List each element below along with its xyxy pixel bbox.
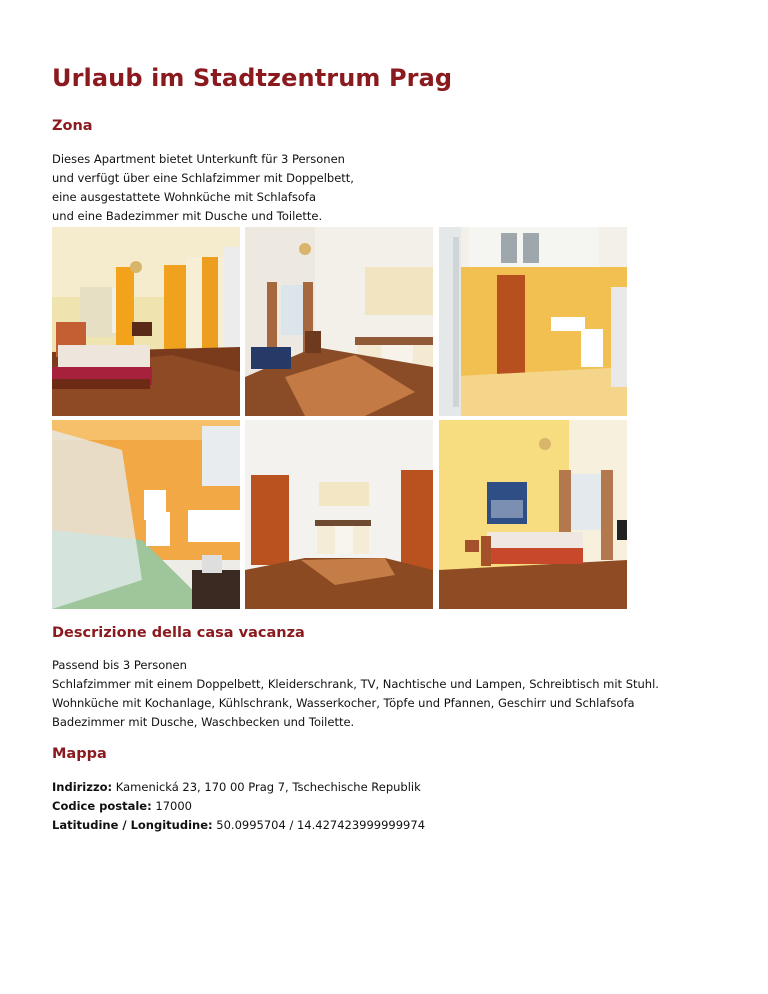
descrizione-text	[52, 656, 659, 732]
address-label: Indirizzo:	[52, 780, 113, 794]
zona-line: und verfügt über eine Schlafzimmer mit Doppelbett,	[52, 171, 354, 185]
postal-code-value: 17000	[155, 799, 192, 813]
postal-code-row	[52, 797, 425, 816]
mappa-heading: Mappa	[52, 746, 107, 762]
coordinates-label: Latitudine / Longitudine:	[52, 818, 213, 832]
descrizione-heading: Descrizione della casa vacanza	[52, 625, 305, 641]
shower-photo[interactable]	[52, 420, 240, 609]
kitchen-living-photo[interactable]	[245, 227, 433, 416]
descrizione-line: Passend bis 3 Personen	[52, 658, 187, 672]
postal-code-label: Codice postale:	[52, 799, 152, 813]
descrizione-line: Badezimmer mit Dusche, Waschbecken und Toilette.	[52, 715, 355, 729]
descrizione-line: Wohnküche mit Kochanlage, Kühlschrank, Wasserkocher, Töpfe und Pfannen, Geschirr und Schlafsofa	[52, 696, 635, 710]
zona-line: und eine Badezimmer mit Dusche und Toilette.	[52, 209, 323, 223]
address-row	[52, 778, 425, 797]
photo-gallery	[52, 227, 627, 609]
bedroom-photo[interactable]	[52, 227, 240, 416]
coordinates-row	[52, 816, 425, 835]
kitchenette-photo[interactable]	[245, 420, 433, 609]
coordinates-value: 50.0995704 / 14.427423999999974	[216, 818, 426, 832]
zona-heading: Zona	[52, 118, 93, 134]
page-title: Urlaub im Stadtzentrum Prag	[52, 64, 453, 92]
descrizione-line: Schlafzimmer mit einem Doppelbett, Kleiderschrank, TV, Nachtische und Lampen, Schreibtisch mit Stuhl.	[52, 677, 659, 691]
mappa-details	[52, 778, 425, 835]
bathroom-photo[interactable]	[439, 227, 627, 416]
bedroom-photo-2[interactable]	[439, 420, 627, 609]
zona-line: Dieses Apartment bietet Unterkunft für 3 Personen	[52, 152, 345, 166]
zona-line: eine ausgestattete Wohnküche mit Schlafsofa	[52, 190, 317, 204]
zona-description	[52, 150, 354, 226]
address-value: Kamenická 23, 170 00 Prag 7, Tschechische Republik	[115, 780, 421, 794]
